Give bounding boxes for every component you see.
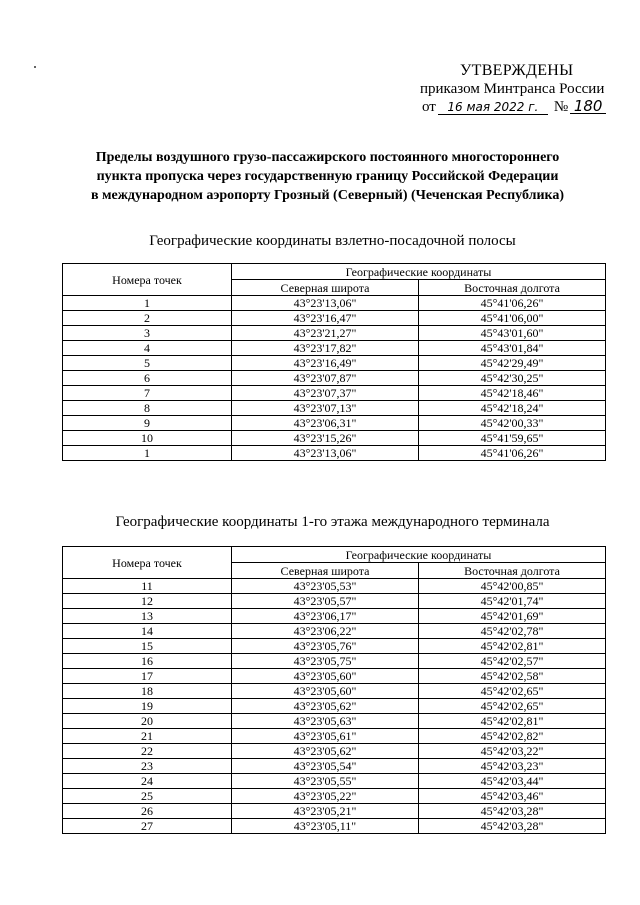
latitude-cell: 43°23'05,54" xyxy=(232,759,419,774)
longitude-cell: 45°42'03,22" xyxy=(419,744,606,759)
latitude-cell: 43°23'07,87" xyxy=(232,371,419,386)
points-column-header: Номера точек xyxy=(63,547,232,579)
longitude-cell: 45°42'03,23" xyxy=(419,759,606,774)
geo-coordinates-header: Географические координаты xyxy=(232,547,606,563)
latitude-cell: 43°23'05,63" xyxy=(232,714,419,729)
longitude-header: Восточная долгота xyxy=(419,563,606,579)
longitude-cell: 45°42'02,82" xyxy=(419,729,606,744)
point-number-cell: 8 xyxy=(63,401,232,416)
terminal-table-body xyxy=(63,579,606,834)
latitude-cell: 43°23'05,11" xyxy=(232,819,419,834)
longitude-cell: 45°42'00,33" xyxy=(419,416,606,431)
table-row xyxy=(63,774,606,789)
longitude-cell: 45°42'02,65" xyxy=(419,699,606,714)
point-number-cell: 6 xyxy=(63,371,232,386)
latitude-cell: 43°23'07,13" xyxy=(232,401,419,416)
approval-block xyxy=(400,62,615,116)
point-number-cell: 20 xyxy=(63,714,232,729)
point-number-cell: 27 xyxy=(63,819,232,834)
latitude-cell: 43°23'13,06" xyxy=(232,446,419,461)
table-row xyxy=(63,431,606,446)
latitude-cell: 43°23'16,49" xyxy=(232,356,419,371)
longitude-cell: 45°42'30,25" xyxy=(419,371,606,386)
point-number-cell: 24 xyxy=(63,774,232,789)
longitude-cell: 45°42'01,69" xyxy=(419,609,606,624)
point-number-cell: 16 xyxy=(63,654,232,669)
table-row xyxy=(63,654,606,669)
longitude-cell: 45°42'02,81" xyxy=(419,639,606,654)
points-column-header: Номера точек xyxy=(63,264,232,296)
table-row xyxy=(63,609,606,624)
longitude-cell: 45°42'03,28" xyxy=(419,804,606,819)
approval-title: УТВЕРЖДЕНЫ xyxy=(460,62,574,79)
table-row xyxy=(63,684,606,699)
handwritten-date: 16 мая 2022 г. xyxy=(438,100,548,115)
table-row xyxy=(63,699,606,714)
longitude-cell: 45°43'01,84" xyxy=(419,341,606,356)
table-row xyxy=(63,341,606,356)
longitude-cell: 45°42'03,46" xyxy=(419,789,606,804)
latitude-header: Северная широта xyxy=(232,563,419,579)
point-number-cell: 21 xyxy=(63,729,232,744)
point-number-cell: 22 xyxy=(63,744,232,759)
point-number-cell: 25 xyxy=(63,789,232,804)
point-number-cell: 11 xyxy=(63,579,232,594)
latitude-cell: 43°23'15,26" xyxy=(232,431,419,446)
longitude-cell: 45°41'06,26" xyxy=(419,296,606,311)
number-label: № xyxy=(553,99,569,115)
approval-ministry: приказом Минтранса России xyxy=(420,81,605,97)
point-number-cell: 15 xyxy=(63,639,232,654)
runway-coordinates-table xyxy=(62,263,606,461)
longitude-cell: 45°42'18,24" xyxy=(419,401,606,416)
point-number-cell: 18 xyxy=(63,684,232,699)
table-row xyxy=(63,819,606,834)
latitude-cell: 43°23'06,17" xyxy=(232,609,419,624)
table-row xyxy=(63,446,606,461)
longitude-cell: 45°42'02,58" xyxy=(419,669,606,684)
longitude-cell: 45°42'29,49" xyxy=(419,356,606,371)
table-row xyxy=(63,579,606,594)
table-row xyxy=(63,326,606,341)
longitude-cell: 45°42'03,44" xyxy=(419,774,606,789)
point-number-cell: 4 xyxy=(63,341,232,356)
table-row xyxy=(63,356,606,371)
runway-table-body xyxy=(63,296,606,461)
latitude-cell: 43°23'05,61" xyxy=(232,729,419,744)
table-row xyxy=(63,311,606,326)
table-row xyxy=(63,296,606,311)
point-number-cell: 9 xyxy=(63,416,232,431)
latitude-cell: 43°23'05,21" xyxy=(232,804,419,819)
latitude-cell: 43°23'06,31" xyxy=(232,416,419,431)
point-number-cell: 1 xyxy=(63,296,232,311)
table-row xyxy=(63,759,606,774)
table-row xyxy=(63,386,606,401)
longitude-cell: 45°42'02,57" xyxy=(419,654,606,669)
longitude-cell: 45°43'01,60" xyxy=(419,326,606,341)
point-number-cell: 7 xyxy=(63,386,232,401)
latitude-cell: 43°23'05,53" xyxy=(232,579,419,594)
table-row xyxy=(63,371,606,386)
handwritten-number: 180 xyxy=(570,99,606,114)
longitude-cell: 45°42'03,28" xyxy=(419,819,606,834)
point-number-cell: 12 xyxy=(63,594,232,609)
point-number-cell: 17 xyxy=(63,669,232,684)
latitude-cell: 43°23'05,22" xyxy=(232,789,419,804)
point-number-cell: 13 xyxy=(63,609,232,624)
latitude-cell: 43°23'05,76" xyxy=(232,639,419,654)
table-row xyxy=(63,729,606,744)
latitude-cell: 43°23'05,62" xyxy=(232,699,419,714)
longitude-cell: 45°41'06,26" xyxy=(419,446,606,461)
latitude-cell: 43°23'16,47" xyxy=(232,311,419,326)
document-title-line: Пределы воздушного грузо-пассажирского постоянного многостороннего xyxy=(95,150,560,165)
table-row xyxy=(63,416,606,431)
table-row xyxy=(63,744,606,759)
point-number-cell: 14 xyxy=(63,624,232,639)
table-row xyxy=(63,789,606,804)
document-title-line: в международном аэропорту Грозный (Северный) (Чеченская Республика) xyxy=(90,188,565,203)
latitude-cell: 43°23'17,82" xyxy=(232,341,419,356)
point-number-cell: 1 xyxy=(63,446,232,461)
latitude-cell: 43°23'05,57" xyxy=(232,594,419,609)
latitude-header: Северная широта xyxy=(232,280,419,296)
longitude-cell: 45°42'00,85" xyxy=(419,579,606,594)
scan-speck xyxy=(34,66,36,68)
table-row xyxy=(63,624,606,639)
table-row xyxy=(63,401,606,416)
terminal-coordinates-table xyxy=(62,546,606,834)
longitude-cell: 45°41'59,65" xyxy=(419,431,606,446)
latitude-cell: 43°23'05,60" xyxy=(232,684,419,699)
longitude-cell: 45°42'02,65" xyxy=(419,684,606,699)
longitude-cell: 45°42'01,74" xyxy=(419,594,606,609)
document-title-line: пункта пропуска через государственную границу Российской Федерации xyxy=(96,169,559,184)
terminal-section-heading: Географические координаты 1-го этажа международного терминала xyxy=(115,514,550,530)
date-prefix: от xyxy=(422,99,436,115)
latitude-cell: 43°23'05,75" xyxy=(232,654,419,669)
document-title xyxy=(40,148,615,205)
point-number-cell: 19 xyxy=(63,699,232,714)
latitude-cell: 43°23'06,22" xyxy=(232,624,419,639)
approval-order-line xyxy=(400,98,615,116)
latitude-cell: 43°23'05,62" xyxy=(232,744,419,759)
table-row xyxy=(63,714,606,729)
table-row xyxy=(63,804,606,819)
longitude-header: Восточная долгота xyxy=(419,280,606,296)
point-number-cell: 10 xyxy=(63,431,232,446)
table-row xyxy=(63,639,606,654)
point-number-cell: 23 xyxy=(63,759,232,774)
geo-coordinates-header: Географические координаты xyxy=(232,264,606,280)
latitude-cell: 43°23'05,60" xyxy=(232,669,419,684)
longitude-cell: 45°41'06,00" xyxy=(419,311,606,326)
point-number-cell: 26 xyxy=(63,804,232,819)
latitude-cell: 43°23'21,27" xyxy=(232,326,419,341)
latitude-cell: 43°23'05,55" xyxy=(232,774,419,789)
longitude-cell: 45°42'02,81" xyxy=(419,714,606,729)
table-row xyxy=(63,669,606,684)
latitude-cell: 43°23'13,06" xyxy=(232,296,419,311)
table-row xyxy=(63,594,606,609)
runway-section-heading: Географические координаты взлетно-посадочной полосы xyxy=(149,233,516,249)
point-number-cell: 5 xyxy=(63,356,232,371)
point-number-cell: 3 xyxy=(63,326,232,341)
latitude-cell: 43°23'07,37" xyxy=(232,386,419,401)
point-number-cell: 2 xyxy=(63,311,232,326)
longitude-cell: 45°42'02,78" xyxy=(419,624,606,639)
longitude-cell: 45°42'18,46" xyxy=(419,386,606,401)
